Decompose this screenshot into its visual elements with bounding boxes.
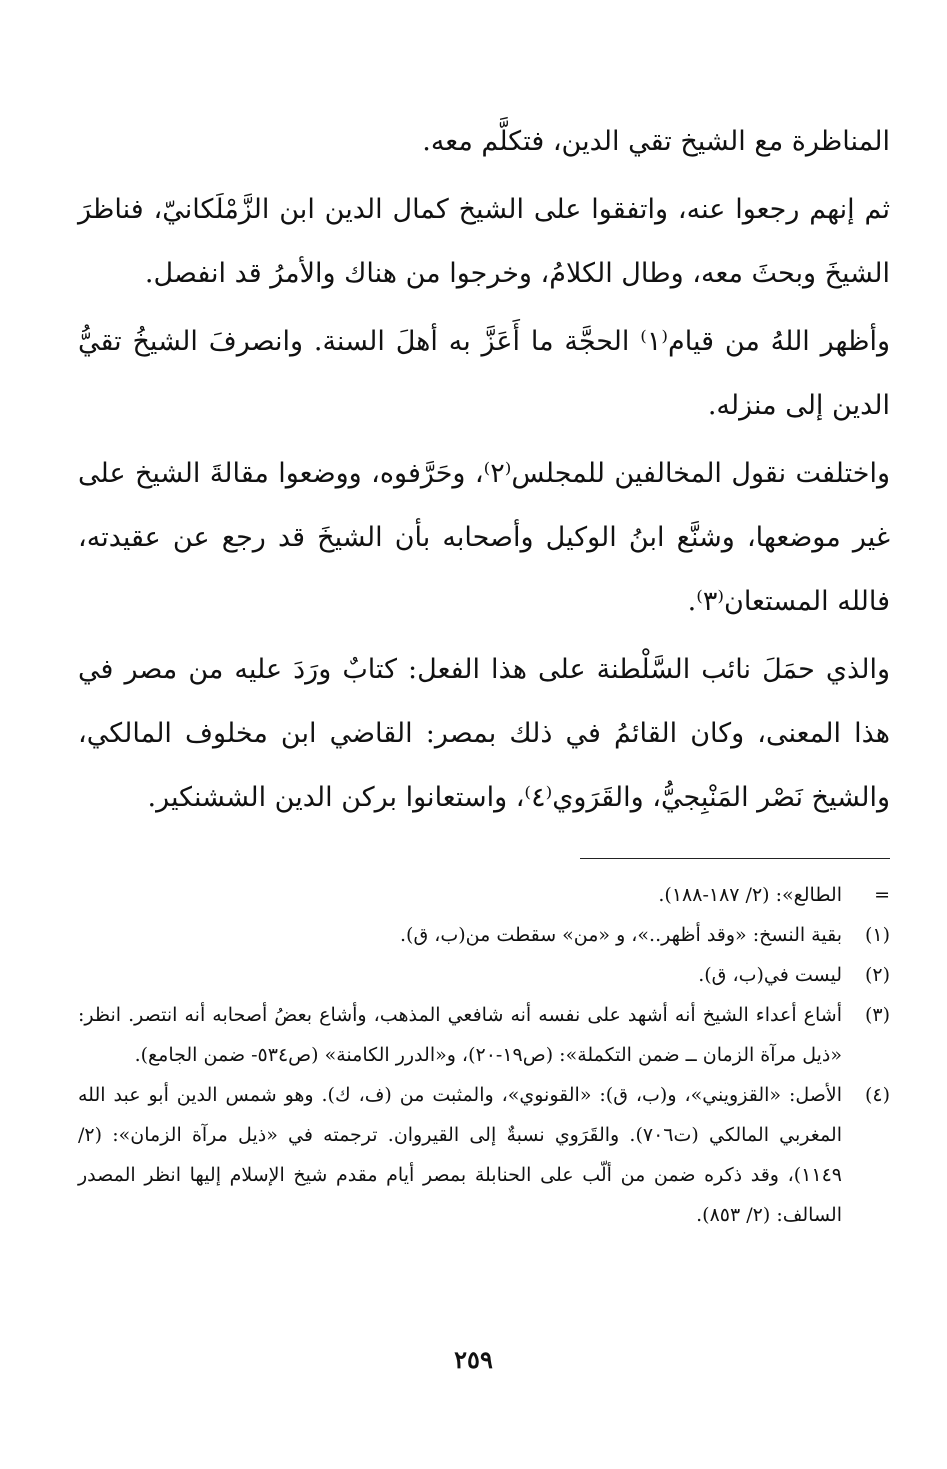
footnotes (78, 875, 890, 1235)
paragraph-5: والذي حمَلَ نائب السَّلْطنة على هذا الفعل: كتابٌ ورَدَ عليه من مصر في هذا المعنى، وكان القائمُ في ذلك بمصر: القاضي ابن مخلوف المالكي، والشيخ نَصْر المَنْبِجيُّ، والقَرَوي⁽٤⁾، واستعانوا بركن الدين الششنكير. (78, 654, 890, 813)
footnote-separator (580, 858, 890, 859)
footnote-text: الطالع»: (٢/ ١٨٧-١٨٨). (658, 884, 842, 906)
paragraph-3: وأظهر اللهُ من قيام⁽١⁾ الحجَّة ما أَعَزَّ به أهلَ السنة. وانصرفَ الشيخُ تقيُّ الدين إلى منزله. (78, 326, 890, 421)
footnote-text: ليست في(ب، ق). (698, 964, 842, 986)
paragraph-1: المناظرة مع الشيخ تقي الدين، فتكلَّم معه. (422, 126, 890, 157)
footnote-mark: (١) (864, 924, 890, 946)
page-body (78, 110, 890, 1235)
footnote-mark: (٤) (864, 1084, 890, 1106)
footnote-mark: = (874, 884, 890, 906)
footnote-text: أشاع أعداء الشيخ أنه أشهد على نفسه أنه شافعي المذهب، وأشاع بعضُ أصحابه أنه انتصر. انظر: «ذيل مرآة الزمان ــ ضمن التكملة»: (ص١٩-٢٠)، و«الدرر الكامنة» (ص٥٣٤- ضمن الجامع). (78, 1004, 842, 1066)
page-number: ٢٥٩ (454, 1345, 493, 1374)
footnote-continued (78, 875, 890, 915)
footnote-2 (78, 955, 890, 995)
footnote-mark: (٣) (864, 1004, 890, 1026)
footnote-1 (78, 915, 890, 955)
paragraph-2: ثم إنهم رجعوا عنه، واتفقوا على الشيخ كمال الدين ابن الزَّمْلَكانيّ، فناظرَ الشيخَ وبحثَ معه، وطال الكلامُ، وخرجوا من هناك والأمرُ قد انفصل. (78, 194, 890, 289)
footnote-mark: (٢) (864, 964, 890, 986)
footnote-text: بقية النسخ: «وقد أظهر..»، و «من» سقطت من(ب، ق). (400, 924, 842, 946)
footnote-text: الأصل: «القزويني»، و(ب، ق): «القونوي»، والمثبت من (ف، ك). وهو شمس الدين أبو عبد الله المغربي المالكي (ت٧٠٦). والقَرَوي نسبةٌ إلى القيروان. ترجمته في «ذيل مرآة الزمان»: (٢/ ١١٤٩)، وقد ذكره ضمن من ألّب على الحنابلة بمصر أيام مقدم شيخ الإسلام إليها انظر المصدر السالف: (٢/ ٨٥٣). (78, 1084, 843, 1226)
footnote-4 (78, 1075, 890, 1235)
paragraph-4: واختلفت نقول المخالفين للمجلس⁽٢⁾، وحَرَّفوه، ووضعوا مقالةَ الشيخ على غير موضعها، وشنَّع ابنُ الوكيل وأصحابه بأن الشيخَ قد رجع عن عقيدته، فالله المستعان⁽٣⁾. (78, 458, 890, 617)
footnote-3 (78, 995, 890, 1075)
